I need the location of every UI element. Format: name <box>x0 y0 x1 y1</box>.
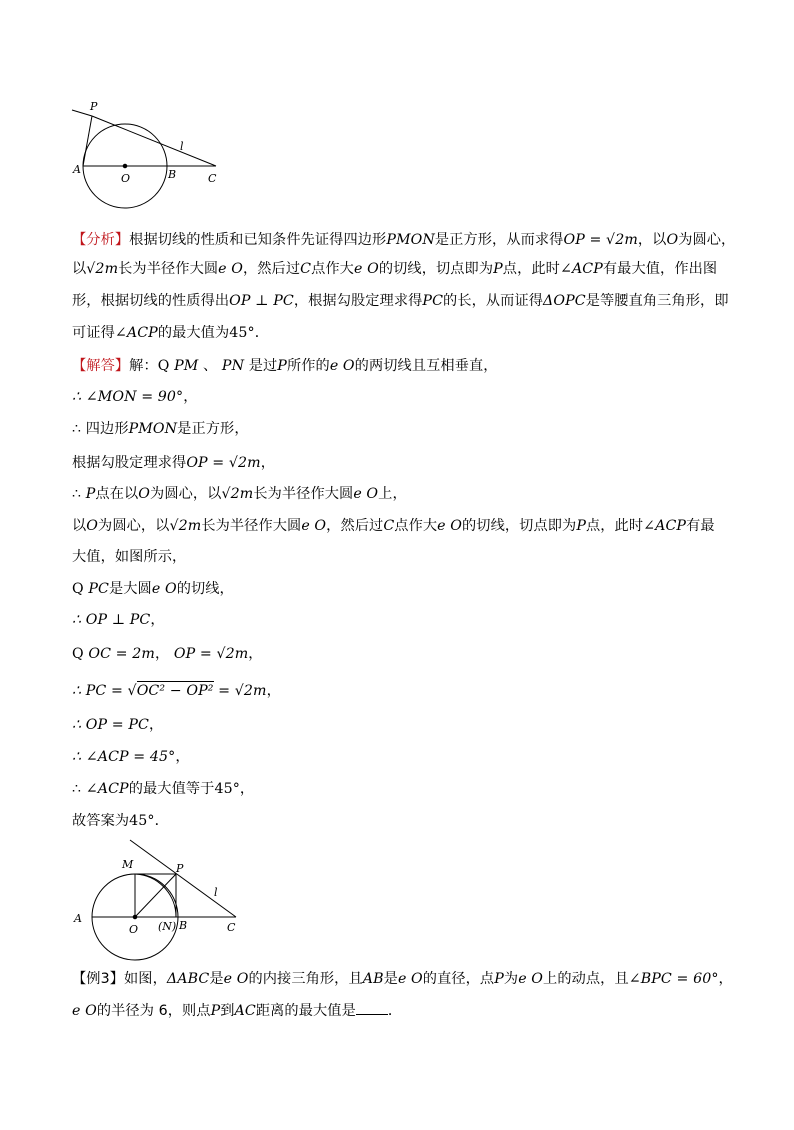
math: Q <box>72 646 84 662</box>
answer-blank[interactable] <box>356 1000 388 1015</box>
text: 、 <box>203 358 218 374</box>
math: PMON <box>128 421 178 437</box>
math: C <box>383 518 395 534</box>
fig1-line-pc <box>92 116 216 166</box>
text: 是等腰直角三角形，即 <box>585 293 729 309</box>
text: 有最大值，作出图 <box>602 261 718 277</box>
text: ， <box>154 646 170 662</box>
fig1-center-dot <box>123 164 127 168</box>
solution-line-7 <box>72 546 732 568</box>
text: 的切线， <box>176 581 234 597</box>
text: 是正方形， <box>177 421 249 437</box>
text: 可证得 <box>72 325 115 341</box>
example3-line-1 <box>72 968 732 990</box>
text: ， <box>260 455 276 471</box>
solution-line-2 <box>72 386 732 408</box>
text: 如图， <box>124 971 167 987</box>
math: e O <box>437 518 463 534</box>
text: ， <box>183 389 198 405</box>
text: 是过 <box>248 358 278 374</box>
analysis-line-1 <box>72 229 736 251</box>
text: 根据切线的性质和已知条件先证得四边形 <box>129 232 387 248</box>
fig2-label-c: C <box>227 921 236 934</box>
text: 形，根据切线的性质得出 <box>72 293 230 309</box>
text: 故答案为 <box>72 813 130 829</box>
text: ． <box>254 325 270 341</box>
math: e O <box>223 971 249 987</box>
solution-line-4 <box>72 452 732 474</box>
text: 点作大 <box>394 518 438 534</box>
math: ∴ PC = <box>72 683 128 699</box>
fig1-label-c: C <box>208 172 217 185</box>
fig1-label-b: B <box>168 168 177 181</box>
text: 点作大 <box>311 261 354 277</box>
text: ， <box>248 646 263 662</box>
math: Q <box>72 581 84 597</box>
math: ∴ OP ⊥ PC <box>72 612 151 628</box>
text: 所作的 <box>286 358 330 374</box>
math: PMON <box>386 232 435 248</box>
solution-line-6 <box>72 515 732 537</box>
fig2-label-p: P <box>176 862 184 875</box>
math: ∴ <box>72 421 82 437</box>
text: 长为半径作大圆 <box>118 261 219 277</box>
math: ΔOPC <box>543 293 586 309</box>
text: ，以 <box>637 232 667 248</box>
text: ， <box>239 781 255 797</box>
text: 点，此时 <box>585 518 644 534</box>
math: 45° <box>129 813 155 829</box>
solution-line-14 <box>72 778 732 800</box>
math: e O <box>329 358 355 374</box>
fig1-line-ext <box>72 110 92 116</box>
text: ， <box>175 749 190 765</box>
math: OP = √2m <box>186 455 261 471</box>
math: AC <box>234 1003 256 1019</box>
solution-line-13 <box>72 746 732 768</box>
text: 为 <box>503 971 519 987</box>
math: P <box>576 518 586 534</box>
text: 的最大值等于 <box>128 781 215 797</box>
text: 是大圆 <box>108 581 152 597</box>
solution-line-1 <box>72 355 732 377</box>
math: 45° <box>214 781 240 797</box>
text: 的半径为 6，则点 <box>96 1003 211 1019</box>
solution-line-3 <box>72 418 732 440</box>
math: PC <box>422 293 444 309</box>
text: 的切线，切点即为 <box>378 261 494 277</box>
text: 是正方形，从而求得 <box>434 232 564 248</box>
math: P <box>210 1003 221 1019</box>
fig2-label-a: A <box>74 912 82 925</box>
fig2-label-m: M <box>122 858 134 871</box>
text: 点在以 <box>95 486 139 502</box>
fig1-label-o: O <box>121 172 131 185</box>
text: 四边形 <box>85 421 129 437</box>
text: 解： <box>129 358 158 374</box>
math: 45° <box>229 325 255 341</box>
math: Q <box>157 358 170 374</box>
text: ，然后过 <box>326 518 384 534</box>
solution-line-11 <box>72 680 732 702</box>
text: 是 <box>383 971 398 987</box>
text: ，然后过 <box>242 261 301 277</box>
math: ∠ACP <box>85 781 129 797</box>
text: 的切线，切点即为 <box>462 518 577 534</box>
math: ∴ <box>72 486 82 502</box>
math: e O <box>353 486 379 502</box>
text: 的两切线且互相垂直， <box>354 358 498 374</box>
fig1-label-p: P <box>90 100 98 113</box>
example3-line-2 <box>72 1000 732 1022</box>
math: P <box>85 486 96 502</box>
text: 为圆心，以 <box>98 518 170 534</box>
text: 以 <box>72 261 87 277</box>
text: 是 <box>209 971 224 987</box>
analysis-line-2 <box>72 258 732 280</box>
text: 的最大值为 <box>157 325 230 341</box>
math: PM <box>174 358 199 374</box>
fig1-label-a: A <box>73 163 81 176</box>
text: 点，此时 <box>502 261 560 277</box>
math: ∠ACP <box>643 518 687 534</box>
text: 上的动点，且 <box>543 971 629 987</box>
math: P <box>494 971 504 987</box>
solution-line-12 <box>72 714 732 736</box>
fig2-label-b: B <box>179 919 188 932</box>
math: O <box>86 518 99 534</box>
analysis-line-3 <box>72 290 732 312</box>
figure-1 <box>0 0 794 220</box>
math: P <box>277 358 287 374</box>
text: 长为半径作大圆 <box>201 518 302 534</box>
math: OP ⊥ PC <box>229 293 294 309</box>
text: 到 <box>220 1003 235 1019</box>
math: ∴ OP = PC <box>72 717 149 733</box>
fig2-center-dot <box>133 915 137 919</box>
solution-line-9 <box>72 609 732 631</box>
math: e O <box>151 581 177 597</box>
math: ΔABC <box>166 971 210 987</box>
text: ． <box>387 1003 403 1019</box>
math: e O <box>301 518 327 534</box>
fig2-label-n: (N) <box>158 920 177 933</box>
math: C <box>300 261 312 277</box>
text: ， <box>150 612 165 628</box>
text: 的内接三角形，且 <box>248 971 363 987</box>
math: e O <box>72 1003 97 1019</box>
math: √2m <box>169 518 202 534</box>
math: PC <box>88 581 109 597</box>
text: ， <box>148 717 164 733</box>
text: 长为半径作大圆 <box>253 486 354 502</box>
analysis-line-4 <box>72 322 732 344</box>
math: PN <box>221 358 245 374</box>
text: ， <box>718 971 733 987</box>
fig1-label-l: l <box>180 140 184 153</box>
math: ∠ACP <box>559 261 603 277</box>
text: 上， <box>378 486 407 502</box>
solution-tag: 【解答】 <box>72 358 130 374</box>
sqrt-radical: √OC² − OP² <box>127 683 214 699</box>
math: P <box>493 261 503 277</box>
solution-line-10 <box>72 643 732 665</box>
text: 的直径，点 <box>422 971 495 987</box>
math: ∴ <box>72 781 82 797</box>
text: 大值，如图所示， <box>72 549 187 565</box>
math: O <box>138 486 151 502</box>
math: e O <box>397 971 423 987</box>
text: 以 <box>72 518 87 534</box>
math: e O <box>218 261 243 277</box>
text: 有最 <box>686 518 715 534</box>
math: OP = √2m <box>563 232 638 248</box>
math: ∴ ∠ACP = 45° <box>72 749 176 765</box>
text: 为圆心，以 <box>150 486 222 502</box>
math: = √2m <box>213 683 267 699</box>
analysis-tag: 【分析】 <box>72 232 130 248</box>
text: ，根据勾股定理求得 <box>293 293 423 309</box>
text: 为圆心， <box>678 232 736 248</box>
math: e O <box>518 971 544 987</box>
math: ∠BPC = 60° <box>628 971 719 987</box>
text: 距离的最大值是 <box>255 1003 356 1019</box>
math: O <box>666 232 679 248</box>
math: ∴ ∠MON = 90° <box>72 389 184 405</box>
sqrt-radicand: OC² − OP² <box>136 683 214 699</box>
math: ∠ACP <box>114 325 158 341</box>
text: ， <box>266 683 281 699</box>
fig2-label-o: O <box>129 923 139 936</box>
math: √2m <box>221 486 254 502</box>
text: ． <box>154 813 169 829</box>
math: √2m <box>86 261 119 277</box>
math: OP = √2m <box>173 646 249 662</box>
solution-line-5 <box>72 483 732 505</box>
math: AB <box>362 971 384 987</box>
math: OC = 2m <box>88 646 155 662</box>
solution-line-8 <box>72 578 732 600</box>
math: e O <box>353 261 379 277</box>
fig2-label-l: l <box>214 886 218 899</box>
example3-tag: 【例3】 <box>72 971 124 987</box>
text: 的长，从而证得 <box>443 293 544 309</box>
text: 根据勾股定理求得 <box>72 455 187 471</box>
solution-line-15 <box>72 810 732 832</box>
